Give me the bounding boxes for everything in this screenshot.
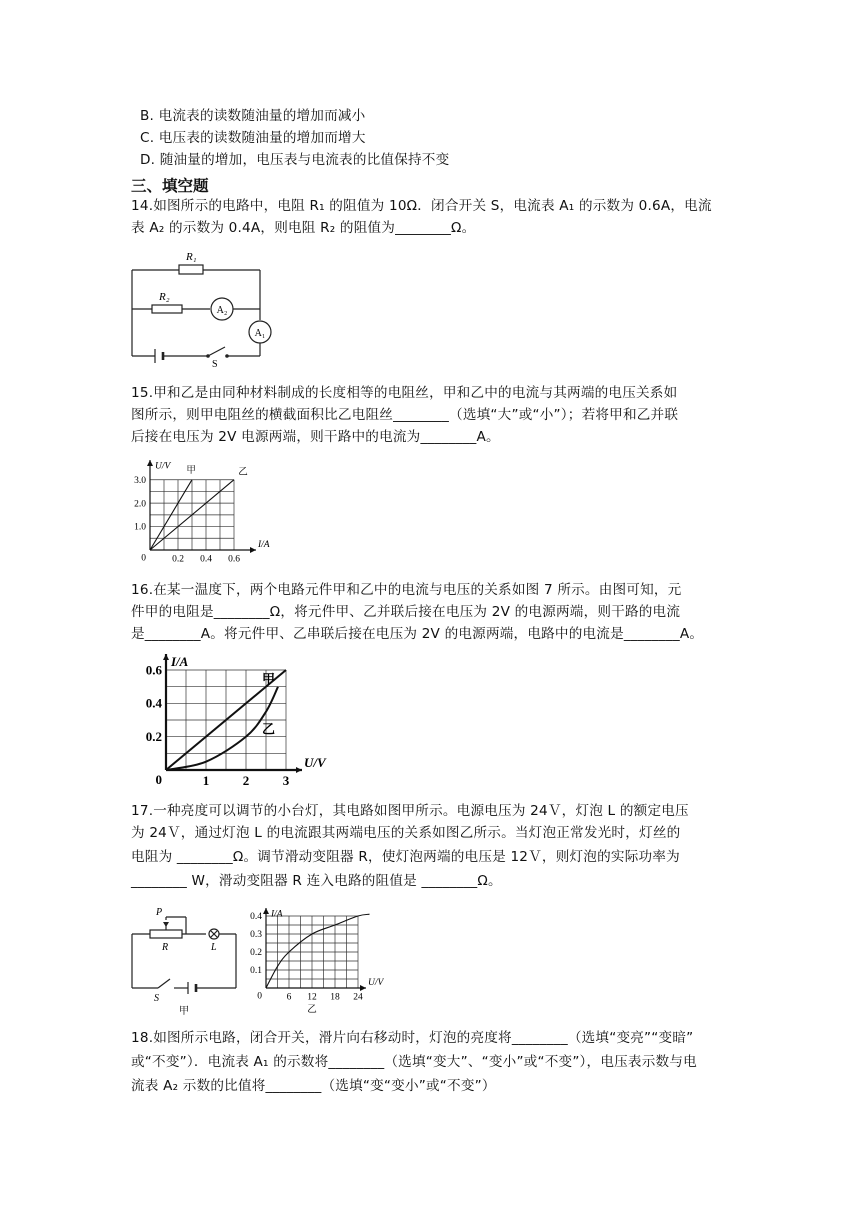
q16-line2: 件甲的电阻是________Ω，将元件甲、乙并联后接在电压为 2V 的电源两端，则干路的电流	[131, 604, 681, 620]
q15-line3: 后接在电压为 2V 电源两端，则干路中的电流为________A。	[131, 429, 500, 445]
x-tick-label: 0.4	[200, 554, 212, 565]
switch-label: S	[212, 359, 218, 368]
y-tick-label: 1.0	[134, 522, 146, 533]
a2-label: A₂	[216, 305, 228, 316]
y-tick-label: 0.4	[145, 695, 162, 711]
q17-line3: 电阻为 ________Ω。调节滑动变阻器 R，使灯泡两端的电压是 12Ｖ，则灯泡的实际功率为	[131, 849, 680, 865]
series-label-2: 乙	[262, 721, 276, 737]
q17-circuit-figure	[128, 903, 243, 1018]
y-tick-label: 0.2	[145, 729, 162, 744]
r2-label: R₂	[159, 291, 170, 303]
q15-chart	[128, 450, 273, 572]
q17-line1: 17.一种亮度可以调节的小台灯，其电路如图甲所示。电源电压为 24Ｖ，灯泡 L 的额定电压	[131, 803, 689, 819]
series-label-1: 甲	[262, 671, 276, 687]
q18-line3: 流表 A₂ 示数的比值将________（选填“变“变小”或“不变”）	[131, 1078, 496, 1094]
option-b: B. 电流表的读数随油量的增加而减小	[140, 108, 366, 124]
fig-jia-caption: 甲	[179, 1006, 189, 1017]
x-tick-label: 12	[307, 992, 317, 1003]
q15-line1: 15.甲和乙是由同种材料制成的长度相等的电阻丝，甲和乙中的电流与其两端的电压关系如	[131, 385, 678, 401]
x-axis-arrow	[250, 547, 256, 553]
y-tick-label: 0.1	[250, 966, 262, 977]
section-title: 三、填空题	[131, 177, 209, 195]
q18-line1: 18.如图所示电路，闭合开关，滑片向右移动时，灯泡的亮度将________（选填“变亮”“变暗”	[131, 1030, 694, 1046]
q18-line2: 或“不变”）．电流表 A₁ 的示数将________（选填“变大”、“变小”或“不变”），电压表示数与电	[131, 1054, 697, 1070]
y-axis-arrow	[147, 460, 153, 466]
y-axis-arrow	[163, 654, 169, 660]
q16-line1: 16.在某一温度下，两个电路元件甲和乙中的电流与电压的关系如图 7 所示。由图可知，元	[131, 582, 682, 598]
r1-label: R₁	[186, 251, 197, 263]
y-tick-label: 3.0	[134, 475, 146, 486]
option-d: D. 随油量的增加，电压表与电流表的比值保持不变	[140, 152, 450, 168]
q14-circuit-figure	[128, 248, 278, 368]
a1-label: A₁	[254, 328, 266, 339]
y-tick-label: 2.0	[134, 499, 146, 510]
x-tick-label: 6	[286, 992, 292, 1003]
l-label: L	[211, 942, 217, 953]
option-c: C. 电压表的读数随油量的增加而增大	[140, 130, 366, 146]
r-label: R	[162, 942, 169, 953]
y-tick-label: 0.4	[250, 912, 262, 923]
x-axis-arrow	[360, 985, 366, 991]
series-label-1: 甲	[186, 466, 196, 477]
q14-line1: 14.如图所示的电路中，电阻 R₁ 的阻值为 10Ω．闭合开关 S，电流表 A₁ 的示数为 0.6A，电流	[131, 198, 712, 214]
p-label: P	[156, 907, 163, 918]
x-tick-label: 3	[282, 773, 290, 788]
y-axis-label: I/A	[271, 909, 283, 920]
q17-chart	[244, 900, 384, 1020]
y-tick-label: 0.6	[145, 662, 162, 678]
x-axis-label: U/V	[304, 755, 326, 770]
s-label: S	[154, 993, 159, 1004]
x-tick-label: 24	[353, 992, 363, 1003]
x-tick-label: 2	[242, 773, 250, 788]
chart-caption: 乙	[307, 1005, 317, 1015]
origin-label: 0	[155, 772, 162, 787]
y-tick-label: 0.3	[250, 930, 262, 941]
x-tick-label: 18	[330, 992, 340, 1003]
q14-line2: 表 A₂ 的示数为 0.4A，则电阻 R₂ 的阻值为________Ω。	[131, 220, 476, 236]
q17-line2: 为 24Ｖ，通过灯泡 L 的电流跟其两端电压的关系如图乙所示。当灯泡正常发光时，灯丝的	[131, 825, 681, 841]
x-tick-label: 0.2	[172, 554, 184, 565]
series-label-2: 乙	[238, 467, 248, 478]
y-axis-arrow	[263, 908, 269, 914]
q17-line4: ________ W，滑动变阻器 R 连入电路的阻值是 ________Ω。	[131, 873, 502, 889]
x-tick-label: 0.6	[228, 554, 240, 565]
origin-label: 0	[141, 553, 146, 564]
x-axis-label: U/V	[368, 978, 384, 988]
y-tick-label: 0.2	[250, 948, 262, 959]
q16-line3: 是________A。将元件甲、乙串联后接在电压为 2V 的电源两端，电路中的电流是________A。	[131, 626, 704, 642]
x-tick-label: 1	[202, 773, 210, 788]
q15-line2: 图所示，则甲电阻丝的横截面积比乙电阻丝________（选填“大”或“小”）；若将甲和乙并联	[131, 407, 679, 423]
x-axis-arrow	[296, 767, 302, 773]
x-axis-label: I/A	[258, 540, 270, 550]
y-axis-label: I/A	[171, 654, 189, 669]
q16-chart	[128, 654, 328, 788]
y-axis-label: U/V	[155, 461, 171, 472]
origin-label: 0	[257, 991, 262, 1002]
